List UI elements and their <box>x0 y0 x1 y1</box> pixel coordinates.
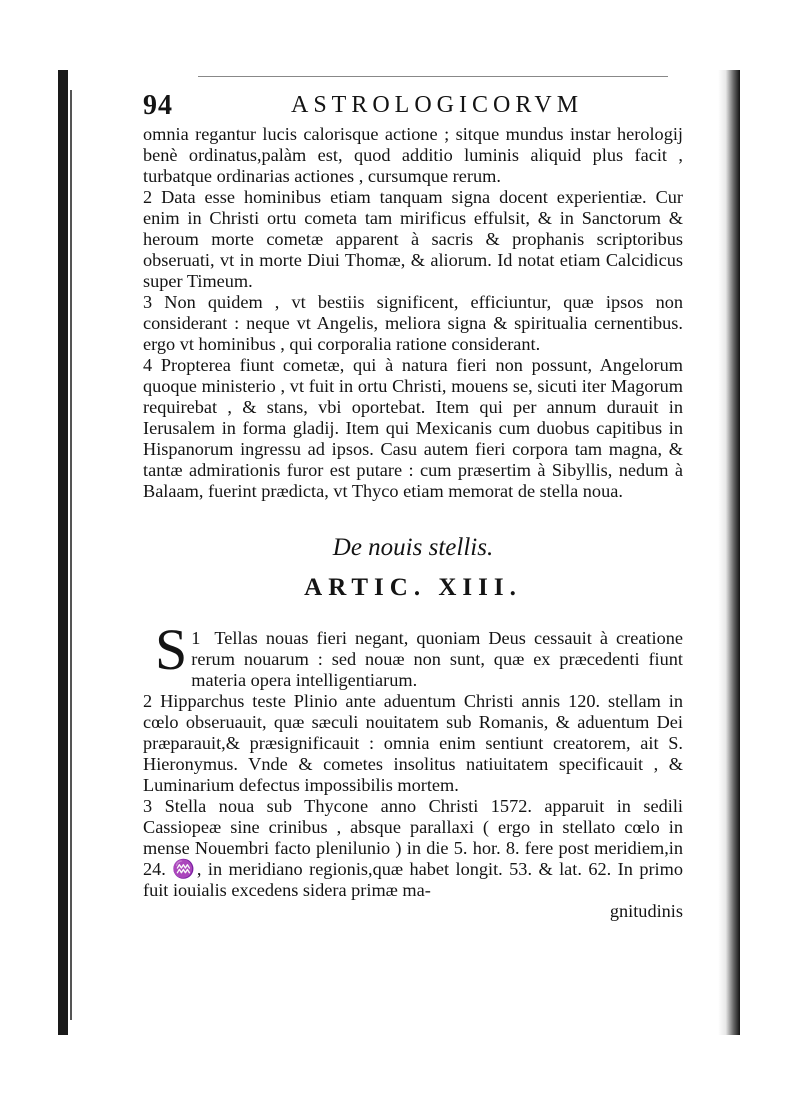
drop-capital: S <box>155 617 188 682</box>
book-page <box>143 72 683 922</box>
page-binding-shadow <box>58 70 68 1035</box>
paragraph: 2 Hipparchus teste Plinio ante aduentum Christi annis 120. stellam in cœlo obseruauit, quæ sæculi nouitatem sub Romanis, & aduentum Dei præparauit,& præsignificauit : omnia enim sentiunt creatorem, ait S. Hieronymus. Vnde & cometes insolitus natiuitatem specificauit , & Luminarium defectus impossibilis mortem. <box>143 691 683 795</box>
header-rule <box>198 76 668 77</box>
running-head: ASTROLOGICORVM <box>291 92 584 118</box>
paragraph: 3 Non quidem , vt bestiis significent, efficiuntur, quæ ipsos non considerant : neque vt Angelis, meliora signa & spiritualia cernentibus. ergo vt hominibus , qui corporalia ratione considerant. <box>143 292 683 354</box>
page-number: 94 <box>143 90 173 121</box>
page-header <box>143 72 683 124</box>
article-numeral: XIII. <box>438 574 522 601</box>
page-edge-shadow <box>718 70 740 1035</box>
catchword: gnitudinis <box>609 901 683 921</box>
upper-text-block <box>143 124 683 502</box>
article-heading <box>143 574 683 602</box>
section-title: De nouis stellis. <box>332 534 494 561</box>
paragraph-text: Tellas nouas fieri negant, quoniam Deus cessauit à creatione rerum nouarum : sed nouæ non sunt, quæ ex præcedenti fiunt materia opera intelligentiarum. <box>191 628 683 690</box>
lower-text-block <box>143 617 683 901</box>
paragraph: 3 Stella noua sub Thycone anno Christi 1572. apparuit in sedili Cassiopeæ sine crinibus , absque parallaxi ( ergo in stellato cœlo in mense Nouembri facto plenilunio ) in die 5. hor. 8. fere post meridiem,in 24. ♒, in meridiano regionis,quæ habet longit. 53. & lat. 62. In primo fuit iouialis excedens sidera primæ ma- <box>143 796 683 900</box>
paragraph: omnia regantur lucis calorisque actione ; sitque mundus instar herologij benè ordinatus,palàm est, quod additio luminis aliquid plus facit , turbatque ordinarias actiones , cursumque rerum. <box>143 124 683 186</box>
paragraph-number: 1 <box>191 628 201 648</box>
page-gutter-line <box>70 90 72 1020</box>
article-word: ARTIC. <box>304 574 427 601</box>
paragraph: 2 Data esse hominibus etiam tanquam signa docent experientiæ. Cur enim in Christi ortu cometa tam mirificus effulsit, & in Sanctorum & heroum morte cometæ apparent à sacris & prophanis scriptoribus obseruati, vt in morte Diui Thomæ, & aliorum. Id notat etiam Calcidicus super Timeum. <box>143 187 683 291</box>
paragraph <box>143 617 683 691</box>
paragraph: 4 Propterea fiunt cometæ, qui à natura fieri non possunt, Angelorum quoque ministerio , vt fuit in ortu Christi, mouens se, sicuti iter Magorum requirebat , & stans, vbi oportebat. Item qui per annum durauit in Ierusalem in forma gladij. Item qui Mexicanis cum duobus capitibus in Hispanorum ingressu ad ipsos. Casu autem fieri corpora tam magna, & tantæ admirationis furor est putare : cum præsertim à Sibyllis, nedum à Balaam, fuerint prædicta, vt Thyco etiam memorat de stella noua. <box>143 355 683 501</box>
